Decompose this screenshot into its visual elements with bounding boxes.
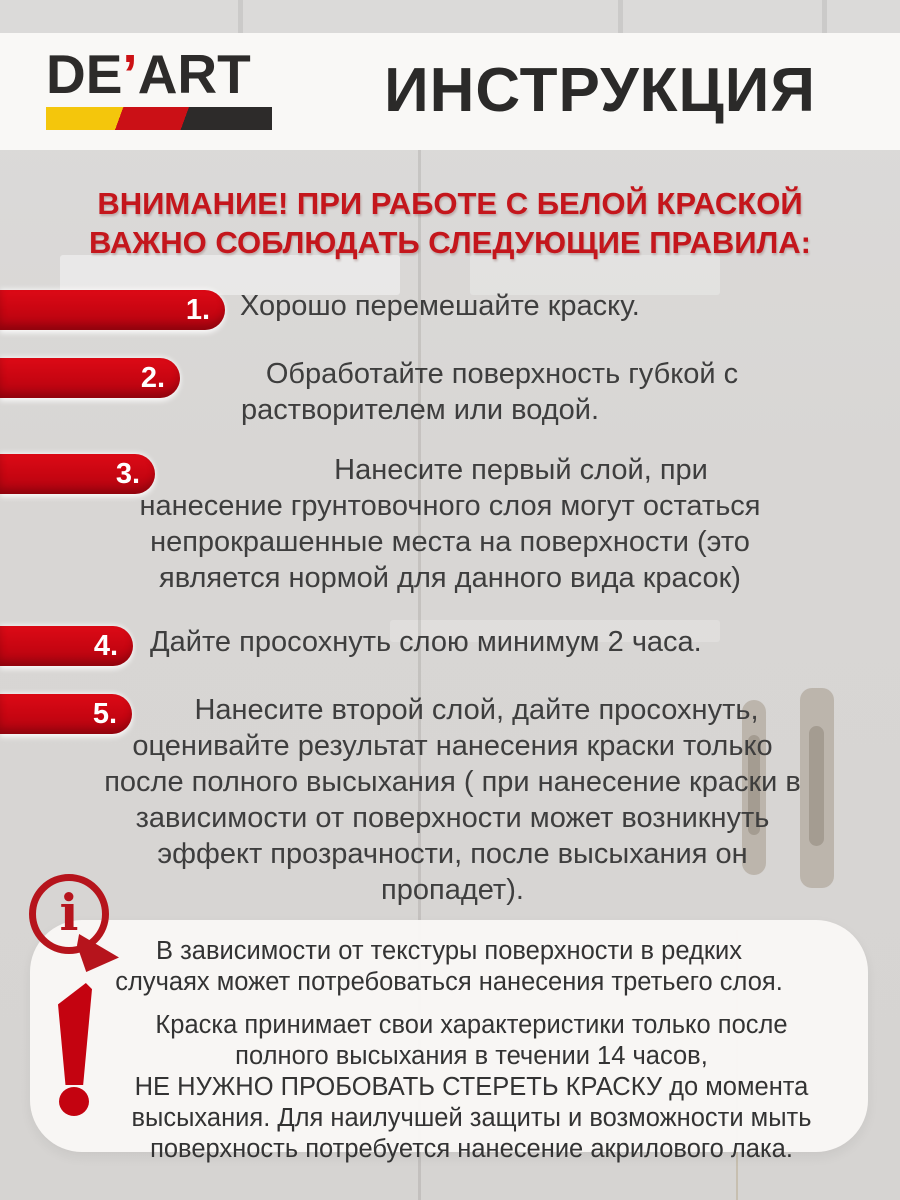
step-text: Хорошо перемешайте краску. — [240, 290, 640, 322]
step-text: Нанесите второй слой, дайте просохнуть, оценивайте результат нанесения краски только после полного высыхания ( при нанесение краски в зависимости от поверхности может возникнуть эффект прозрачности, после высыхания он пропадет). — [104, 694, 801, 906]
step-number-ribbon — [0, 358, 180, 398]
step-number-ribbon — [0, 290, 225, 330]
step-text-wrap — [0, 624, 900, 660]
info-icon-circle — [29, 874, 109, 954]
exclamation-mark-icon — [56, 983, 96, 1118]
ribbon-spacer — [192, 478, 334, 479]
exclamation-bar — [58, 983, 92, 1085]
brand-logo — [46, 43, 272, 130]
door-frame-gap — [238, 0, 243, 33]
step-number: 5. — [92, 698, 117, 730]
door-frame-gap — [822, 0, 827, 33]
step-text: Обработайте поверхность губкой с растворителем или водой. — [241, 358, 739, 426]
door-frame-gap — [618, 0, 623, 33]
step-text: Дайте просохнуть слою минимум 2 часа. — [150, 626, 702, 658]
step-text: Нанесите первый слой, при нанесение грунтовочного слоя могут остаться непрокрашенные места на поверхности (это является нормой для данного вида красок) — [139, 454, 761, 594]
step-number: 3. — [115, 458, 140, 490]
step-number-ribbon — [0, 626, 133, 666]
info-speech-bubble-icon — [25, 872, 125, 987]
note-warning-text — [30, 998, 868, 1165]
note-warning-part2: НЕ НУЖНО ПРОБОВАТЬ СТЕРЕТЬ КРАСКУ до момента высыхания. Для наилучшей защиты и возможности мыть поверхность потребуется нанесение акрилового лака. — [131, 1073, 812, 1163]
exclamation-dot — [59, 1087, 89, 1116]
brand-logo-text — [46, 43, 272, 105]
info-icon-letter: i — [59, 883, 79, 942]
step-number: 1. — [185, 294, 210, 326]
warning-heading: ВНИМАНИЕ! ПРИ РАБОТЕ С БЕЛОЙ КРАСКОЙ ВАЖНО СОБЛЮДАТЬ СЛЕДУЮЩИЕ ПРАВИЛА: — [89, 186, 811, 260]
notes-panel — [30, 920, 868, 1163]
brand-apostrophe: ’ — [122, 43, 138, 105]
step-item-3 — [0, 452, 900, 596]
step-item-1 — [0, 288, 900, 324]
door-top-strip — [0, 0, 900, 33]
step-item-5 — [0, 692, 900, 908]
step-number-ribbon — [0, 454, 155, 494]
ribbon-spacer — [146, 718, 194, 719]
note-info-text: В зависимости от текстуры поверхности в редких случаях может потребоваться нанесения третьего слоя. — [115, 937, 783, 996]
step-number: 2. — [140, 362, 165, 394]
brand-logo-tricolor-bar — [46, 107, 272, 130]
step-number: 4. — [93, 630, 118, 662]
step-text-wrap — [0, 692, 900, 908]
brand-part1: DE — [46, 43, 123, 105]
note-warning-part1: Краска принимает свои характеристики только после полного высыхания в течении 14 часов, — [155, 1011, 788, 1070]
step-number-ribbon — [0, 694, 132, 734]
page-title: ИНСТРУКЦИЯ — [384, 56, 816, 125]
step-item-2 — [0, 356, 900, 428]
step-item-4 — [0, 624, 900, 660]
brand-part2: ART — [137, 43, 251, 105]
header-band — [0, 33, 900, 150]
